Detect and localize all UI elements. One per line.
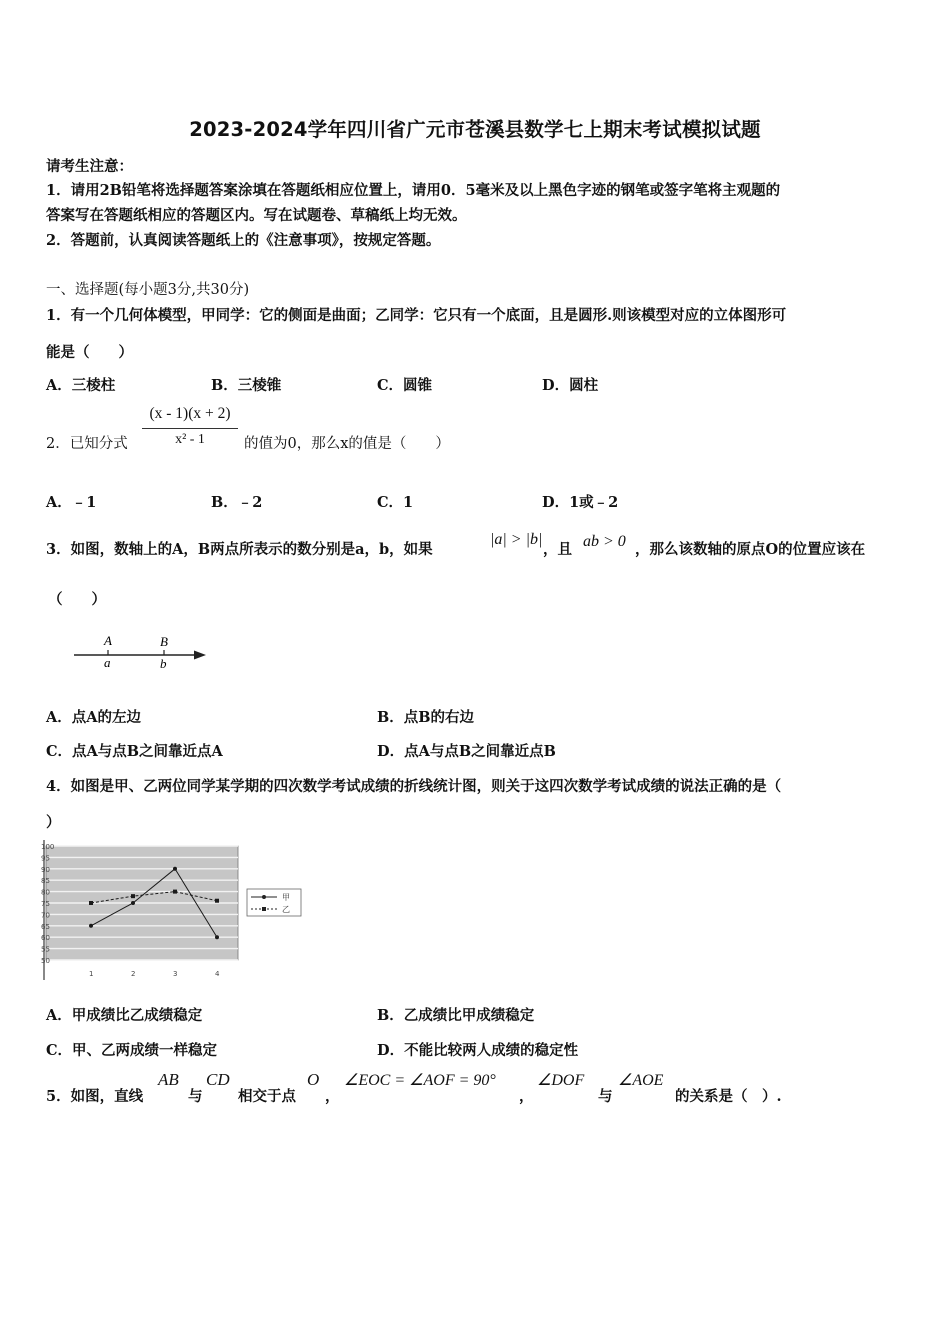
q3-condition-product: ab > 0: [583, 533, 626, 550]
q4-option-d[interactable]: D．不能比较两人成绩的稳定性: [377, 1042, 579, 1059]
q1-option-c[interactable]: C．圆锥: [377, 377, 433, 394]
q4-option-b[interactable]: B．乙成绩比甲成绩稳定: [377, 1007, 535, 1024]
q3-paren: （ ）: [48, 591, 106, 608]
y-tick-label: 85: [41, 877, 50, 886]
q3-condition-abs: |a| > |b|: [490, 531, 543, 548]
notice-line1: 1．请用2B铅笔将选择题答案涂填在答题纸相应位置上，请用0．5毫米及以上黑色字迹的钢笔或签字笔将主观题的: [46, 182, 781, 199]
q2-option-d[interactable]: D．1或﹣2: [542, 494, 619, 511]
q3-stem-c: ，那么该数轴的原点O的位置应该在: [635, 541, 866, 558]
y-tick-label: 75: [41, 900, 50, 908]
q3-option-a[interactable]: A．点A的左边: [46, 709, 142, 726]
y-tick-label: 90: [41, 865, 50, 874]
legend-marker-jia: [262, 895, 266, 899]
q5-part1: 5．如图，直线: [46, 1088, 144, 1105]
q5-part7: 的关系是（ ）.: [675, 1088, 782, 1105]
x-tick-label: 1: [89, 970, 94, 978]
q3-stem-a: 3．如图，数轴上的A，B两点所表示的数分别是a，b，如果: [46, 541, 433, 558]
point-jia: [173, 867, 177, 871]
point-jia: [131, 901, 135, 905]
q2-fraction-bar: [142, 428, 238, 429]
q2-denominator: x² - 1: [175, 432, 205, 447]
notice-line1b: 答案写在答题纸相应的答题区内。写在试题卷、草稿纸上均无效。: [46, 207, 467, 224]
point-yi: [173, 890, 177, 894]
label-point-A: A: [104, 633, 112, 648]
q5-part5: ，: [519, 1088, 534, 1105]
q2-suffix: 的值为0，那么x的值是（ ）: [244, 436, 450, 452]
y-tick-label: 50: [41, 957, 50, 965]
q5-angle-aoe: ∠AOE: [618, 1072, 664, 1089]
x-tick-label: 4: [215, 970, 220, 978]
q2-option-c[interactable]: C．1: [377, 494, 414, 511]
q5-part2: 与: [188, 1088, 203, 1105]
q5-angle-dof: ∠DOF: [537, 1072, 585, 1089]
q3-stem-b: ，且: [543, 541, 572, 558]
q5-part3: 相交于点: [238, 1088, 296, 1105]
point-jia: [215, 935, 219, 939]
y-tick-label: 60: [41, 934, 50, 943]
legend-label-yi: 乙: [282, 905, 290, 914]
point-yi: [89, 901, 93, 905]
q1-option-d[interactable]: D．圆柱: [542, 377, 599, 394]
q1-stem-b: 能是（ ）: [46, 344, 133, 361]
notice-heading: 请考生注意：: [46, 158, 133, 175]
q5-part4: ，: [325, 1088, 340, 1105]
q5-point-o: O: [307, 1070, 320, 1089]
q5-angle-equation: ∠EOC = ∠AOF = 90°: [344, 1072, 496, 1089]
point-jia: [89, 924, 93, 928]
point-yi: [215, 899, 219, 903]
y-tick-label: 55: [41, 945, 50, 954]
legend-marker-yi: [262, 907, 266, 911]
q4-stem-a: 4．如图是甲、乙两位同学某学期的四次数学考试成绩的折线统计图，则关于这四次数学考试成绩的说法正确的是（: [46, 778, 782, 795]
x-tick-label: 3: [173, 970, 178, 978]
q3-option-c[interactable]: C．点A与点B之间靠近点A: [46, 743, 223, 760]
number-line-arrow: [194, 651, 206, 660]
y-tick-label: 65: [41, 922, 50, 931]
q3-option-b[interactable]: B．点B的右边: [377, 709, 475, 726]
y-tick-label: 70: [41, 911, 50, 920]
q4-stem-b: ）: [46, 814, 61, 831]
label-value-b: b: [160, 656, 167, 671]
page-title: 2023-2024学年四川省广元市苍溪县数学七上期末考试模拟试题: [189, 118, 761, 141]
q5-part6: 与: [598, 1088, 613, 1105]
y-tick-label: 80: [41, 888, 50, 897]
y-tick-label: 100: [41, 843, 55, 851]
q1-stem-a: 1．有一个几何体模型，甲同学：它的侧面是曲面；乙同学：它只有一个底面，且是圆形.则该模型对应的立体图形可: [46, 307, 787, 324]
notice-line2: 2．答题前，认真阅读答题纸上的《注意事项》，按规定答题。: [46, 232, 441, 249]
y-tick-label: 95: [41, 854, 50, 863]
q2-prefix: 2．已知分式: [46, 436, 128, 452]
q3-option-d[interactable]: D．点A与点B之间靠近点B: [377, 743, 556, 760]
section-heading: 一、选择题(每小题3分,共30分): [46, 282, 250, 298]
line-chart: [43, 840, 303, 982]
q5-line-ab: AB: [158, 1070, 179, 1089]
legend-label-jia: 甲: [282, 893, 290, 902]
q1-option-a[interactable]: A．三棱柱: [46, 377, 116, 394]
label-value-a: a: [104, 655, 111, 670]
legend-box: [247, 889, 301, 916]
q5-line-cd: CD: [206, 1070, 230, 1089]
q2-numerator: (x - 1)(x + 2): [149, 405, 231, 422]
label-point-B: B: [160, 634, 168, 649]
number-line-figure: [70, 630, 215, 675]
q2-option-b[interactable]: B．﹣2: [211, 494, 263, 511]
q4-option-a[interactable]: A．甲成绩比乙成绩稳定: [46, 1007, 203, 1024]
q2-option-a[interactable]: A．﹣1: [46, 494, 97, 511]
q4-option-c[interactable]: C．甲、乙两成绩一样稳定: [46, 1042, 218, 1059]
q1-option-b[interactable]: B．三棱锥: [211, 377, 282, 394]
point-yi: [131, 894, 135, 898]
x-tick-label: 2: [131, 970, 136, 978]
